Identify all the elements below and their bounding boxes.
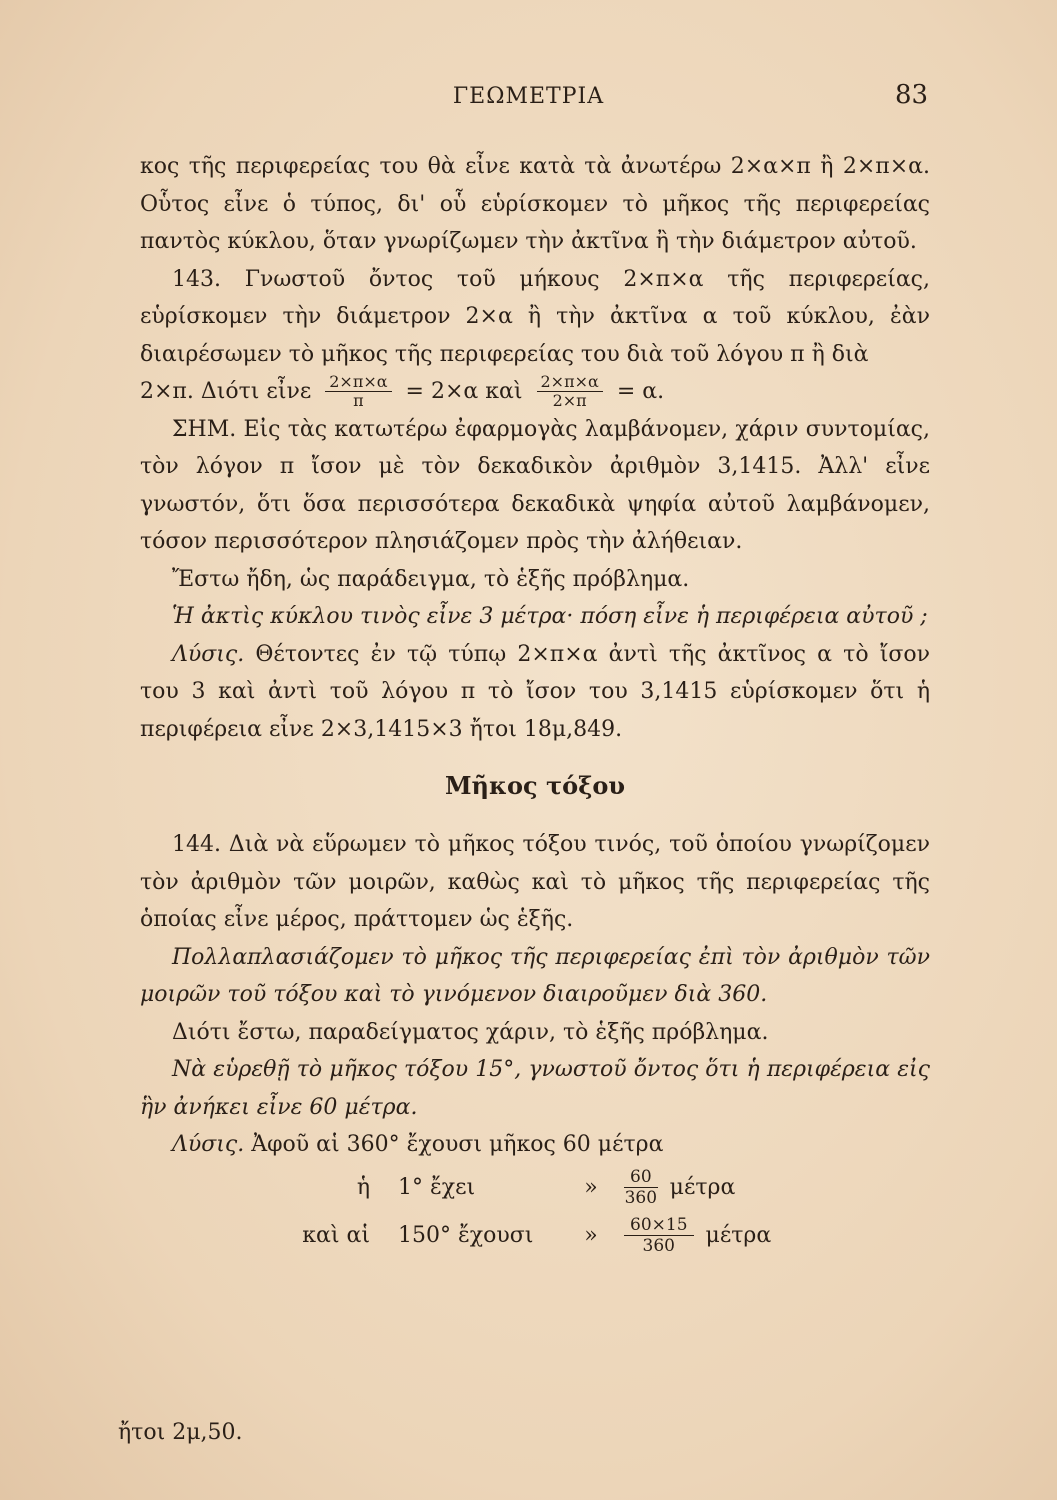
fraction-2 xyxy=(537,373,603,410)
page-number: 83 xyxy=(895,80,929,110)
equation-line xyxy=(140,373,930,411)
calc-row-2-fraction xyxy=(624,1215,694,1256)
fraction-1-denominator: π xyxy=(353,391,364,411)
example-intro: Ἔστω ἤδη, ὡς παράδειγμα, τὸ ἑξῆς πρόβλημα. xyxy=(172,566,690,592)
fraction-1-numerator: 2×π×α xyxy=(325,373,391,392)
body-text xyxy=(140,148,930,1260)
equation-start: 2×π. Διότι εἶνε xyxy=(140,379,312,404)
section-heading: Μῆκος τόξου xyxy=(444,771,625,800)
fraction-1 xyxy=(325,373,391,410)
calc-row-2-unit: μέτρα xyxy=(705,1222,772,1248)
calc-row-2 xyxy=(140,1212,930,1260)
calc-row-2-degrees: 150° ἔχουσι xyxy=(398,1222,534,1248)
calc-row-1-ditto: » xyxy=(584,1174,598,1200)
paragraph-144: 144. Διὰ νὰ εὕρωμεν τὸ μῆκος τόξου τινός, τοῦ ὁποίου γνωρίζομεν τὸν ἀριθμὸν τῶν μοιρῶν, καθὼς καὶ τὸ μῆκος τῆς περιφερείας τῆς ὁποίας εἶνε μέρος, πράττομεν ὡς ἑξῆς. xyxy=(140,832,930,932)
fraction-2-numerator: 2×π×α xyxy=(537,373,603,392)
calc-row-2-numerator: 60×15 xyxy=(624,1215,694,1236)
calc-row-1-degrees: 1° ἔχει xyxy=(398,1174,476,1200)
example-intro-2: Διότι ἔστω, παραδείγματος χάριν, τὸ ἑξῆς πρόβλημα. xyxy=(172,1019,769,1045)
calc-row-1-numerator: 60 xyxy=(624,1167,658,1188)
solution-paragraph xyxy=(140,636,930,749)
paragraph-143: 143. Γνωστοῦ ὄντος τοῦ μήκους 2×π×α τῆς περιφερείας, εὑρίσκομεν τὴν διάμετρον 2×α ἢ τὴν ἀκτῖνα α τοῦ κύκλου, ἐὰν διαιρέσωμεν τὸ μῆκος τῆς περιφερείας του διὰ τοῦ λόγου π ἢ διὰ xyxy=(140,266,930,367)
final-result: ἤτοι 2μ,50. xyxy=(118,1420,243,1445)
calc-row-2-prefix: καὶ αἱ xyxy=(302,1222,370,1248)
rule-statement: Πολλαπλασιάζομεν τὸ μῆκος τῆς περιφερείας ἐπὶ τὸν ἀριθμὸν τῶν μοιρῶν τοῦ τόξου καὶ τὸ γινόμενον διαιροῦμεν διὰ 360. xyxy=(140,944,930,1007)
paragraph-continuation: κος τῆς περιφερείας του θὰ εἶνε κατὰ τὰ ἀνωτέρω 2×α×π ἢ 2×π×α. Οὗτος εἶνε ὁ τύπος, δι' οὗ εὑρίσκομεν τὸ μῆκος τῆς περιφερείας παντὸς κύκλου, ὅταν γνωρίζωμεν τὴν ἀκτῖνα ἢ τὴν διάμετρον αὐτοῦ. xyxy=(140,154,930,254)
calc-row-1 xyxy=(140,1164,930,1212)
note-paragraph: ΣΗΜ. Εἰς τὰς κατωτέρω ἐφαρμογὰς λαμβάνομεν, χάριν συντομίας, τὸν λόγον π ἴσον μὲ τὸν δεκαδικὸν ἀριθμὸν 3,1415. Ἀλλ' εἶνε γνωστόν, ὅτι ὅσα περισσότερα δεκαδικὰ ψηφία αὐτοῦ λαμβάνομεν, τόσον περισσότερον πλησιάζομεν πρὸς τὴν ἀλήθειαν. xyxy=(140,416,930,554)
calc-row-1-unit: μέτρα xyxy=(669,1174,736,1200)
fraction-2-denominator: 2×π xyxy=(552,391,587,411)
calc-row-2-denominator: 360 xyxy=(642,1236,675,1256)
problem-statement: Ἡ ἀκτὶς κύκλου τινὸς εἶνε 3 μέτρα· πόση εἶνε ἡ περιφέρεια αὐτοῦ ; xyxy=(172,604,928,629)
solution-label: Λύσις. xyxy=(172,641,245,667)
equation-end: = α. xyxy=(616,379,665,404)
running-header: ΓΕΩΜΕΤΡΙΑ xyxy=(452,84,605,109)
equation-middle: = 2×α καὶ xyxy=(405,379,523,404)
solution-label-2: Λύσις. xyxy=(172,1132,245,1157)
solution-paragraph-2 xyxy=(140,1126,930,1164)
problem-statement-2: Νὰ εὑρεθῇ τὸ μῆκος τόξου 15°, γνωστοῦ ὄντος ὅτι ἡ περιφέρεια εἰς ἣν ἀνήκει εἶνε 60 μέτρα. xyxy=(140,1057,930,1120)
solution-text-2: Ἀφοῦ αἱ 360° ἔχουσι μῆκος 60 μέτρα xyxy=(251,1132,664,1157)
calc-row-2-ditto: » xyxy=(584,1222,598,1248)
calc-row-1-fraction xyxy=(624,1167,658,1208)
solution-text: Θέτοντες ἐν τῷ τύπῳ 2×π×α ἀντὶ τῆς ἀκτῖνος α τὸ ἴσον του 3 καὶ ἀντὶ τοῦ λόγου π τὸ ἴσον του 3,1415 εὑρίσκομεν ὅτι ἡ περιφέρεια εἶνε 2×3,1415×3 ἤτοι 18μ,849. xyxy=(140,641,930,742)
calc-row-1-denominator: 360 xyxy=(624,1188,658,1208)
calc-row-1-prefix: ἡ xyxy=(356,1174,370,1200)
